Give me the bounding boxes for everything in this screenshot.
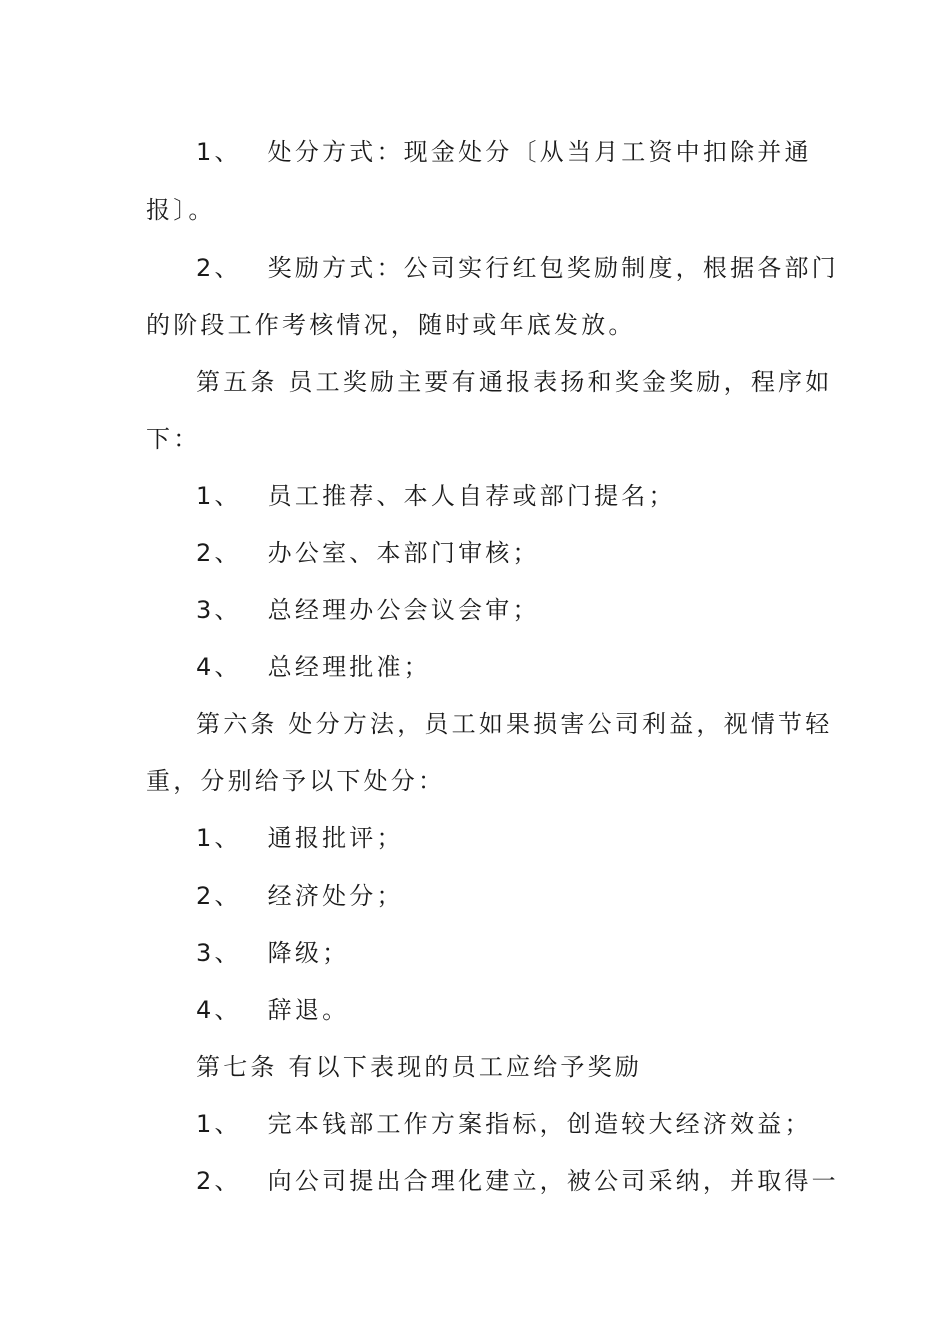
item-number: 2、: [196, 539, 242, 567]
item-text: 通报批评；: [267, 824, 404, 852]
item-text: 办公室、本部门审核；: [267, 539, 540, 567]
item-text: 的阶段工作考核情况，随时或年底发放。: [146, 311, 636, 339]
item-text: 员工推荐、本人自荐或部门提名；: [267, 482, 676, 510]
item-number: 2、: [196, 1167, 242, 1195]
list-item: [196, 594, 540, 626]
article-text: 第六条 处分方法，员工如果损害公司利益，视情节轻: [196, 710, 833, 738]
item-number: 4、: [196, 653, 242, 681]
item-text: 完本钱部工作方案指标，创造较大经济效益；: [267, 1110, 812, 1138]
list-item: [196, 136, 812, 168]
paragraph-continuation: [146, 309, 636, 341]
item-text: 辞退。: [267, 996, 350, 1024]
item-text: 经济处分；: [267, 882, 404, 910]
item-number: 4、: [196, 996, 242, 1024]
list-item: [196, 651, 431, 683]
paragraph-continuation: [146, 765, 445, 797]
item-number: 3、: [196, 939, 242, 967]
list-item: [196, 822, 404, 854]
list-item: [196, 994, 349, 1026]
list-item: [196, 480, 676, 512]
item-number: 2、: [196, 254, 242, 282]
item-number: 1、: [196, 138, 242, 166]
paragraph-continuation: [146, 423, 200, 455]
list-item: [196, 537, 540, 569]
paragraph-continuation: [146, 194, 216, 226]
article-paragraph: [196, 708, 832, 740]
item-text: 报〕。: [146, 196, 216, 224]
item-number: 2、: [196, 882, 242, 910]
item-text: 总经理批准；: [267, 653, 431, 681]
list-item: [196, 252, 839, 284]
item-text: 奖励方式：公司实行红包奖励制度，根据各部门: [267, 254, 839, 282]
item-number: 1、: [196, 1110, 242, 1138]
item-text: 下：: [146, 425, 201, 453]
list-item: [196, 937, 349, 969]
item-number: 1、: [196, 482, 242, 510]
item-number: 1、: [196, 824, 242, 852]
item-text: 重，分别给予以下处分：: [146, 767, 446, 795]
article-paragraph: [196, 366, 832, 398]
article-paragraph: [196, 1051, 642, 1083]
item-text: 总经理办公会议会审；: [267, 596, 540, 624]
list-item: [196, 880, 404, 912]
article-text: 第五条 员工奖励主要有通报表扬和奖金奖励，程序如: [196, 368, 833, 396]
article-text: 第七条 有以下表现的员工应给予奖励: [196, 1053, 643, 1081]
list-item: [196, 1165, 839, 1197]
item-text: 降级；: [267, 939, 350, 967]
item-text: 处分方式：现金处分〔从当月工资中扣除并通: [267, 138, 812, 166]
list-item: [196, 1108, 812, 1140]
item-text: 向公司提出合理化建立，被公司采纳，并取得一: [267, 1167, 839, 1195]
item-number: 3、: [196, 596, 242, 624]
